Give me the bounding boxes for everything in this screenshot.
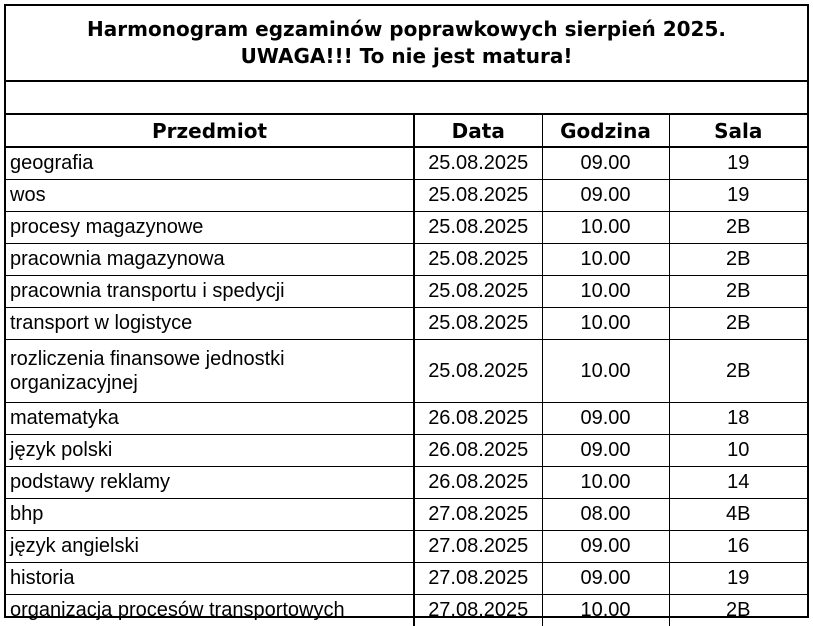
cell-room: 14 bbox=[669, 466, 807, 498]
cell-room: 4B bbox=[669, 498, 807, 530]
cell-room: 2B bbox=[669, 594, 807, 626]
cell-time: 10.00 bbox=[542, 211, 669, 243]
table-row bbox=[6, 434, 807, 466]
cell-time: 09.00 bbox=[542, 179, 669, 211]
cell-time: 10.00 bbox=[542, 275, 669, 307]
cell-time: 10.00 bbox=[542, 466, 669, 498]
table-row bbox=[6, 147, 807, 179]
cell-date: 25.08.2025 bbox=[414, 307, 542, 339]
cell-subject: pracownia magazynowa bbox=[6, 243, 414, 275]
cell-date: 27.08.2025 bbox=[414, 498, 542, 530]
cell-subject: pracownia transportu i spedycji bbox=[6, 275, 414, 307]
table-row bbox=[6, 243, 807, 275]
cell-subject: transport w logistyce bbox=[6, 307, 414, 339]
title-block bbox=[6, 6, 807, 82]
table-row bbox=[6, 179, 807, 211]
table-row bbox=[6, 275, 807, 307]
warning-note: UWAGA!!! To nie jest matura! bbox=[240, 44, 573, 68]
cell-subject: procesy magazynowe bbox=[6, 211, 414, 243]
cell-subject: język angielski bbox=[6, 530, 414, 562]
column-header-room: Sala bbox=[669, 115, 807, 147]
cell-time: 10.00 bbox=[542, 339, 669, 402]
column-header-time: Godzina bbox=[542, 115, 669, 147]
cell-date: 26.08.2025 bbox=[414, 402, 542, 434]
cell-time: 10.00 bbox=[542, 307, 669, 339]
cell-date: 27.08.2025 bbox=[414, 530, 542, 562]
exam-schedule-table bbox=[6, 115, 807, 626]
cell-date: 26.08.2025 bbox=[414, 466, 542, 498]
cell-date: 25.08.2025 bbox=[414, 147, 542, 179]
cell-subject: matematyka bbox=[6, 402, 414, 434]
cell-room: 19 bbox=[669, 147, 807, 179]
cell-subject: historia bbox=[6, 562, 414, 594]
table-row bbox=[6, 562, 807, 594]
schedule-sheet bbox=[4, 4, 809, 622]
cell-time: 09.00 bbox=[542, 434, 669, 466]
cell-time: 09.00 bbox=[542, 402, 669, 434]
cell-subject: rozliczenia finansowe jednostki organizacyjnej bbox=[6, 339, 414, 402]
cell-time: 09.00 bbox=[542, 147, 669, 179]
cell-date: 27.08.2025 bbox=[414, 594, 542, 626]
table-row bbox=[6, 307, 807, 339]
cell-time: 10.00 bbox=[542, 243, 669, 275]
column-header-subject: Przedmiot bbox=[6, 115, 414, 147]
cell-room: 19 bbox=[669, 179, 807, 211]
table-row bbox=[6, 211, 807, 243]
cell-room: 16 bbox=[669, 530, 807, 562]
cell-date: 26.08.2025 bbox=[414, 434, 542, 466]
cell-date: 25.08.2025 bbox=[414, 275, 542, 307]
cell-room: 19 bbox=[669, 562, 807, 594]
page-title: Harmonogram egzaminów poprawkowych sierpień 2025. bbox=[87, 17, 726, 41]
cell-subject: bhp bbox=[6, 498, 414, 530]
cell-date: 25.08.2025 bbox=[414, 211, 542, 243]
cell-date: 27.08.2025 bbox=[414, 562, 542, 594]
cell-room: 2B bbox=[669, 275, 807, 307]
cell-room: 10 bbox=[669, 434, 807, 466]
cell-time: 09.00 bbox=[542, 562, 669, 594]
cell-room: 2B bbox=[669, 211, 807, 243]
cell-subject: geografia bbox=[6, 147, 414, 179]
cell-subject: podstawy reklamy bbox=[6, 466, 414, 498]
cell-subject: język polski bbox=[6, 434, 414, 466]
table-row bbox=[6, 594, 807, 626]
cell-time: 08.00 bbox=[542, 498, 669, 530]
table-row bbox=[6, 498, 807, 530]
cell-time: 09.00 bbox=[542, 530, 669, 562]
cell-room: 2B bbox=[669, 307, 807, 339]
table-row bbox=[6, 402, 807, 434]
cell-room: 2B bbox=[669, 243, 807, 275]
cell-time: 10.00 bbox=[542, 594, 669, 626]
cell-date: 25.08.2025 bbox=[414, 179, 542, 211]
cell-subject: organizacja procesów transportowych bbox=[6, 594, 414, 626]
table-row bbox=[6, 339, 807, 402]
cell-room: 18 bbox=[669, 402, 807, 434]
empty-row bbox=[6, 82, 807, 115]
table-row bbox=[6, 530, 807, 562]
cell-subject: wos bbox=[6, 179, 414, 211]
cell-date: 25.08.2025 bbox=[414, 339, 542, 402]
header-row bbox=[6, 115, 807, 147]
column-header-date: Data bbox=[414, 115, 542, 147]
cell-room: 2B bbox=[669, 339, 807, 402]
cell-date: 25.08.2025 bbox=[414, 243, 542, 275]
table-row bbox=[6, 466, 807, 498]
